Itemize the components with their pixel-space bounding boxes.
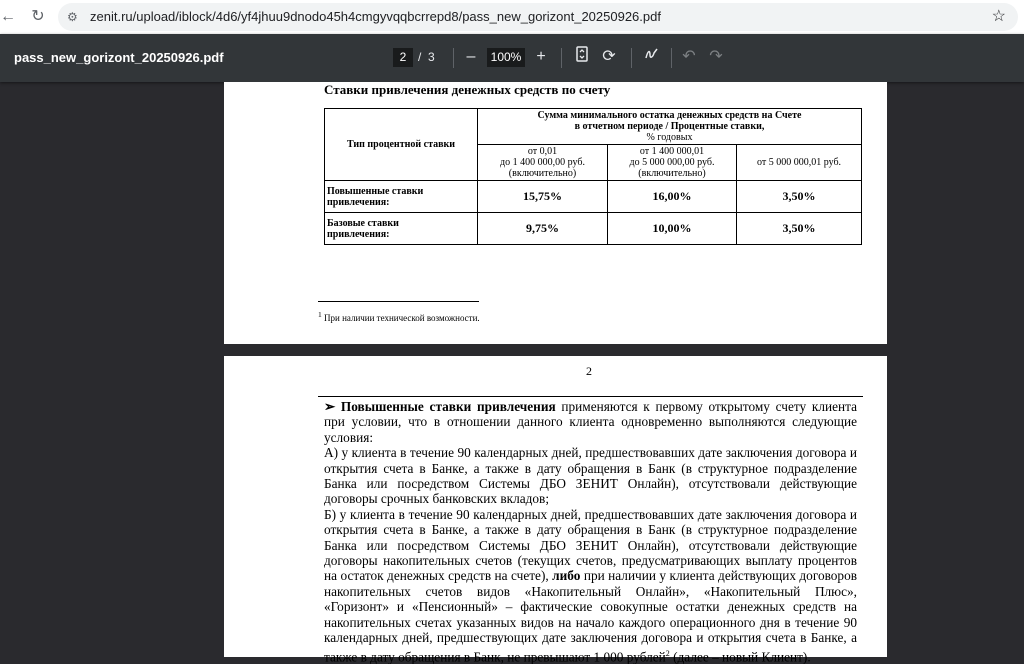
table-row — [325, 213, 862, 245]
address-bar[interactable] — [58, 3, 1018, 31]
reload-icon[interactable]: ↻ — [31, 8, 45, 25]
page-separator: / — [418, 50, 422, 64]
row-label — [325, 213, 478, 245]
pdf-page-1 — [224, 82, 887, 344]
column-header-line: (включительно) — [508, 168, 577, 179]
fit-page-icon[interactable] — [571, 46, 593, 68]
rate-value: 9,75% — [478, 213, 608, 245]
page-number-input[interactable]: 2 — [393, 48, 413, 67]
column-header-line: до 5 000 000,00 руб. — [629, 157, 715, 168]
page-number: 2 — [586, 364, 592, 378]
row-label-line: привлечения: — [327, 228, 390, 240]
rate-value: 10,00% — [608, 213, 737, 245]
conditions-text — [324, 399, 857, 664]
intro-rest: применяются к первому открытому счету клиента при условии, что в отношении данного клиента одновременно выполняются следующие условия: — [324, 399, 857, 445]
rate-value: 3,50% — [737, 213, 862, 245]
intro-bold: Повышенные ставки привлечения — [340, 399, 556, 414]
balance-group-header — [478, 109, 862, 145]
rotate-icon[interactable]: ⟳ — [602, 48, 616, 65]
footnote-ref: 2 — [665, 648, 670, 658]
column-header — [737, 145, 862, 181]
undo-icon[interactable]: ↶ — [682, 48, 696, 65]
condition-b — [324, 507, 857, 664]
intro-paragraph — [324, 399, 857, 445]
row-label-line: привлечения: — [327, 196, 390, 208]
url-text[interactable]: zenit.ru/upload/iblock/4d6/yf4jhuu9dnodo45h4cmgyvqqbcrrepd8/pass_new_gorizont_20250926.pdf — [90, 9, 661, 24]
group-header-line: в отчетном периоде / Процентные ставки, — [574, 121, 765, 132]
pdf-page-2 — [224, 356, 887, 664]
rates-title: Ставки привлечения денежных средств по счету — [324, 82, 611, 97]
toolbar-divider — [561, 48, 562, 68]
redo-icon[interactable]: ↷ — [709, 48, 723, 65]
condition-b-part2: при наличии у клиента действующих договоров накопительных счетов видов «Накопительный Онлайн», «Накопительный Плюс», «Горизонт» и «Пенсионный» – фактические совокупные остатки денежных средств на накопительных счетах указанных видов на начало каждого операционного дня в течение 90 календарных дней, предшествующих дате заключения договора и открытия счета в Банке, а также в дату обращения в Банк, не превышают 1 000 рублей — [324, 568, 858, 664]
rates-table — [324, 108, 862, 245]
row-label-line: Базовые ставки — [327, 217, 399, 229]
pdf-filename: pass_new_gorizont_20250926.pdf — [14, 50, 224, 65]
rate-value: 16,00% — [608, 181, 737, 213]
bullet-icon: ➢ — [324, 399, 336, 414]
condition-b-end: (далее – новый Клиент). — [669, 648, 811, 664]
arrow-left-icon[interactable]: ← — [0, 8, 16, 25]
pdf-toolbar — [0, 34, 1024, 82]
draw-icon[interactable] — [641, 46, 663, 68]
column-header-line: от 0,01 — [527, 146, 558, 157]
column-header-line: от 1 400 000,01 — [639, 146, 705, 157]
zoom-input[interactable]: 100% — [487, 48, 525, 67]
zoom-out-icon[interactable]: – — [466, 48, 476, 65]
column-header-line: от 5 000 000,01 руб. — [756, 157, 842, 168]
toolbar-divider — [453, 48, 454, 68]
browser-toolbar — [0, 0, 1024, 34]
rate-value: 15,75% — [478, 181, 608, 213]
footnote-mark: 1 — [318, 310, 322, 319]
condition-b-part1: Б) у клиента в течение 90 календарных дней, предшествовавших дате заключения договора и открытия счета в Банке, а также в дату обращения в Банк (в структурное подразделение Банка или посредством Системы ДБО ЗЕНИТ Онлайн), отсутствовали действующие договоры накопительных счетов (текущих счетов, предусматривающих выплату процентов на остаток денежных средств на счете), — [324, 506, 857, 584]
footnote-text: При наличии технической возможности. — [324, 313, 480, 323]
page-total: 3 — [428, 50, 435, 64]
toolbar-divider — [631, 48, 632, 68]
row-label-line: Повышенные ставки — [327, 185, 424, 197]
column-header-line: до 1 400 000,00 руб. — [500, 157, 585, 168]
table-row — [325, 181, 862, 213]
column-header — [608, 145, 737, 181]
row-label — [325, 181, 478, 213]
column-header — [478, 145, 608, 181]
zoom-in-icon[interactable]: + — [536, 48, 546, 65]
group-header-line: Сумма минимального остатка денежных средств на Счете — [537, 110, 802, 121]
header-rule — [318, 396, 863, 397]
condition-b-bold: либо — [552, 568, 581, 584]
tune-icon[interactable]: ⚙ — [67, 10, 78, 24]
group-header-line: % годовых — [646, 132, 693, 143]
rate-value: 3,50% — [737, 181, 862, 213]
rate-type-header: Тип процентной ставки — [325, 109, 478, 181]
star-icon[interactable]: ☆ — [991, 8, 1006, 25]
condition-a: А) у клиента в течение 90 календарных дней, предшествовавших дате заключения договора и открытия счета в Банке, а также в дату обращения в Банк (в структурное подразделение Банка или посредством Системы ДБО ЗЕНИТ Онлайн), отсутствовали действующие договоры срочных банковских вкладов; — [324, 445, 857, 507]
footnote — [318, 310, 480, 323]
column-header-line: (включительно) — [638, 168, 706, 179]
footnote-divider — [318, 301, 479, 302]
toolbar-divider — [671, 48, 672, 68]
